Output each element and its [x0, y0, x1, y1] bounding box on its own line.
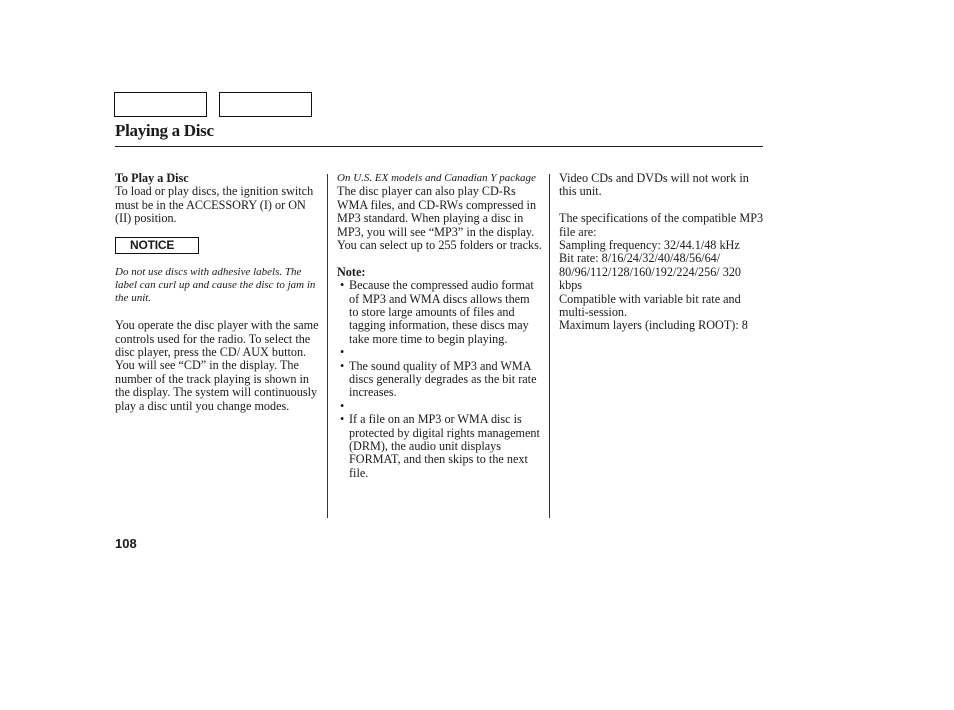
column-2 [337, 172, 542, 480]
spec-compat: Compatible with variable bit rate and multi-session. [559, 291, 741, 320]
page-title: Playing a Disc [115, 121, 214, 140]
spec-bitrate: Bit rate: 8/16/24/32/40/48/56/64/ 80/96/112/128/160/192/224/256/ 320 kbps [559, 251, 742, 293]
column-3 [559, 172, 765, 333]
mp3-paragraph: The disc player can also play CD-Rs WMA files, and CD-RWs compressed in MP3 standard. When playing a disc in MP3, you will see “MP3” in the display. You can select up to 255 folders or tracks. [337, 184, 542, 253]
notice-badge: NOTICE [115, 237, 199, 254]
section-heading: To Play a Disc [115, 171, 189, 185]
nav-tab-index[interactable] [219, 92, 312, 117]
title-divider [115, 146, 763, 147]
nav-tab-main-menu[interactable] [114, 92, 207, 117]
notice-text: Do not use discs with adhesive labels. The label can curl up and cause the disc to jam in the unit. [115, 265, 316, 305]
model-note: On U.S. EX models and Canadian Y package [337, 172, 536, 184]
body-paragraph: You operate the disc player with the same controls used for the radio. To select the disc player, press the CD/ AUX button. You will see “CD” in the display. The number of the track playing is shown in the display. The system will continuously play a disc until you change modes. [115, 318, 319, 413]
list-item: • The sound quality of MP3 and WMA discs generally degrades as the bit rate increases. [337, 360, 542, 400]
spec-sampling: Sampling frequency: 32/44.1/48 kHz [559, 238, 740, 253]
intro-paragraph: To load or play discs, the ignition switch must be in the ACCESSORY (I) or ON (II) position. [115, 184, 314, 226]
page-number: 108 [115, 536, 137, 551]
column-divider [549, 174, 550, 518]
column-1 [115, 172, 323, 413]
spec-intro: The specifications of the compatible MP3 file are: [559, 211, 764, 239]
warning-paragraph: Video CDs and DVDs will not work in this unit. [559, 171, 749, 199]
spec-layers: Maximum layers (including ROOT): 8 [559, 318, 748, 333]
list-item: • If a file on an MP3 or WMA disc is protected by digital rights management (DRM), the audio unit displays FORMAT, and then skips to the next file. [337, 413, 542, 480]
note-heading: Note: [337, 264, 366, 279]
column-divider [327, 174, 328, 518]
list-item: • Because the compressed audio format of MP3 and WMA discs allows them to store large amounts of files and tagging information, these discs may take more time to begin playing. [337, 279, 542, 346]
note-list [337, 279, 542, 480]
